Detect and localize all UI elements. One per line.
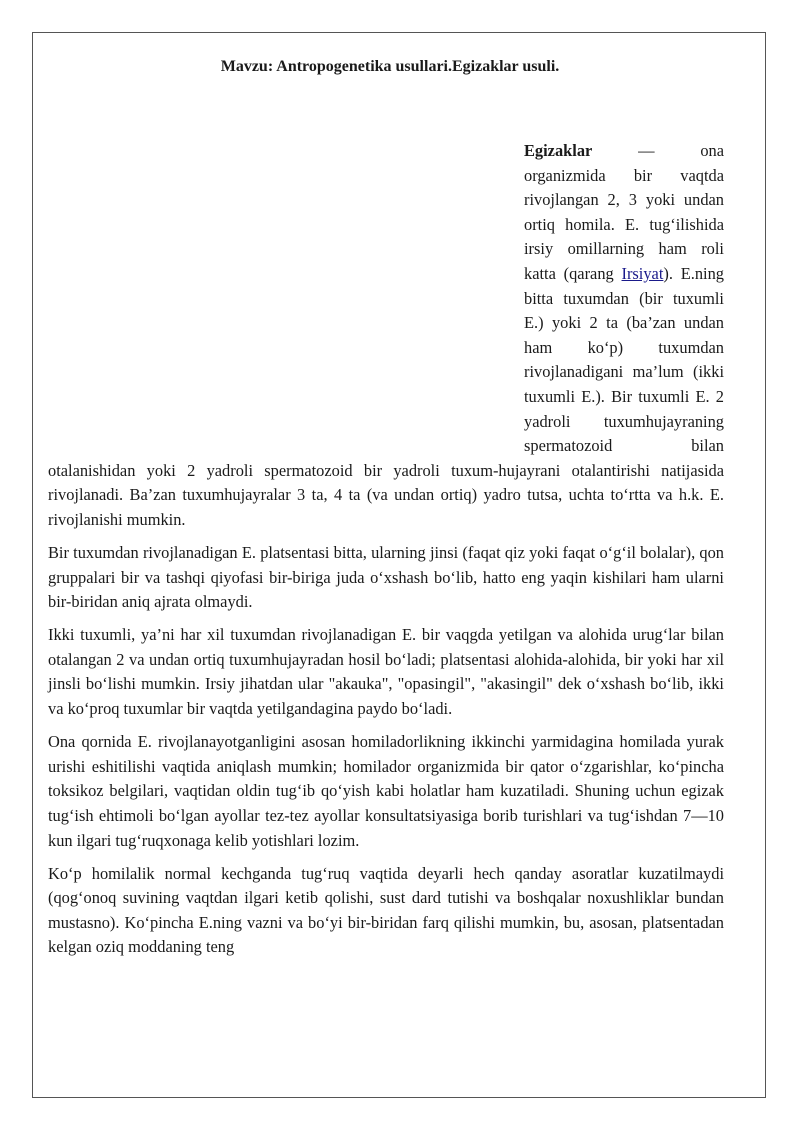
paragraph-1: Bir tuxumdan rivojlanadigan E. platsentasi bitta, ularning jinsi (faqat qiz yoki faqat o‘g‘il bolalar), qon gruppalari bir va tashqi qiyofasi bir-biriga juda o‘xshash bo‘lib, hatto eng yaqin kishilari ham ularni bir-biridan aniq ajrata olmaydi.: [48, 543, 724, 612]
image-placeholder: [48, 139, 524, 435]
intro-term: Egizaklar: [524, 141, 593, 160]
paragraph-3: Ona qornida E. rivojlanayotganligini asosan homiladorlikning ikkinchi yarmidagina homilada yurak urishi eshitilishi vaqtida aniqlash mumkin; homilador organizmida bir qator o‘zgarishlar, ko‘pincha toksikoz belgilari, vaqtidan oldin tug‘ib qo‘yish kabi holatlar ham kuzatiladi. Shuning uchun egizak tug‘ish ehtimoli bo‘lgan ayollar tez-tez ayollar konsultatsiyasiga borib turishlari va tug‘ishdan 7—10 kun ilgari tug‘ruqxonaga kelib yotishlari lozim.: [48, 732, 724, 850]
paragraph-2: Ikki tuxumli, ya’ni har xil tuxumdan rivojlanadigan E. bir vaqgda yetilgan va alohida urug‘lar bilan otalangan 2 va undan ortiq tuxumhujayradan hosil bo‘ladi; platsentasi alohida-alohida, bir yoki har xil jinsli bo‘lishi mumkin. Irsiy jihatdan ular "akauka", "opasingil", "akasingil" dek o‘xshash bo‘lib, ikki va ko‘proq tuxumlar bir vaqtda yetilgandagina paydo bo‘ladi.: [48, 625, 724, 719]
paragraph-4: Ko‘p homilalik normal kechganda tug‘ruq vaqtida deyarli hech qanday asoratlar kuzatilmaydi (qog‘onoq suvining vaqtdan ilgari ketib qolishi, sust dard tutishi va boshqalar noxushliklar bundan mustasno). Ko‘pincha E.ning vazni va bo‘yi bir-biridan farq qilishi mumkin, bu, asosan, platsentadan kelgan oziq moddaning teng: [48, 863, 724, 957]
intro-text-before-link: — ona organizmida bir vaqtda rivojlangan 2, 3 yoki undan ortiq homila. E. tug‘ilishida irsiy omillarning ham roli katta (qarang: [524, 141, 724, 283]
page-title: Mavzu: Antropogenetika usullari.Egizaklar usuli.: [220, 58, 560, 75]
irsiyat-link[interactable]: Irsiyat: [621, 263, 664, 283]
document-body: [48, 139, 724, 969]
intro-text-after-link: ). E.ning bitta tuxumdan (bir tuxumli E.) yoki 2 ta (ba’zan undan ham ko‘p) tuxumdan rivojlanadigani ma’lum (ikki tuxumli E.). Bir tuxumli E. 2 yadroli tuxumhujayraning spermatozoid bilan otalanishidan yoki 2 yadroli spermatozoid bir yadroli tuxum-hujayrani otalantirishi natijasida rivojlanadi. Ba’zan tuxumhujayralar 3 ta, 4 ta (va undan ortiq) yadro tutsa, uchta to‘rtta va h.k. E. rivojlanishi mumkin.: [48, 263, 724, 529]
